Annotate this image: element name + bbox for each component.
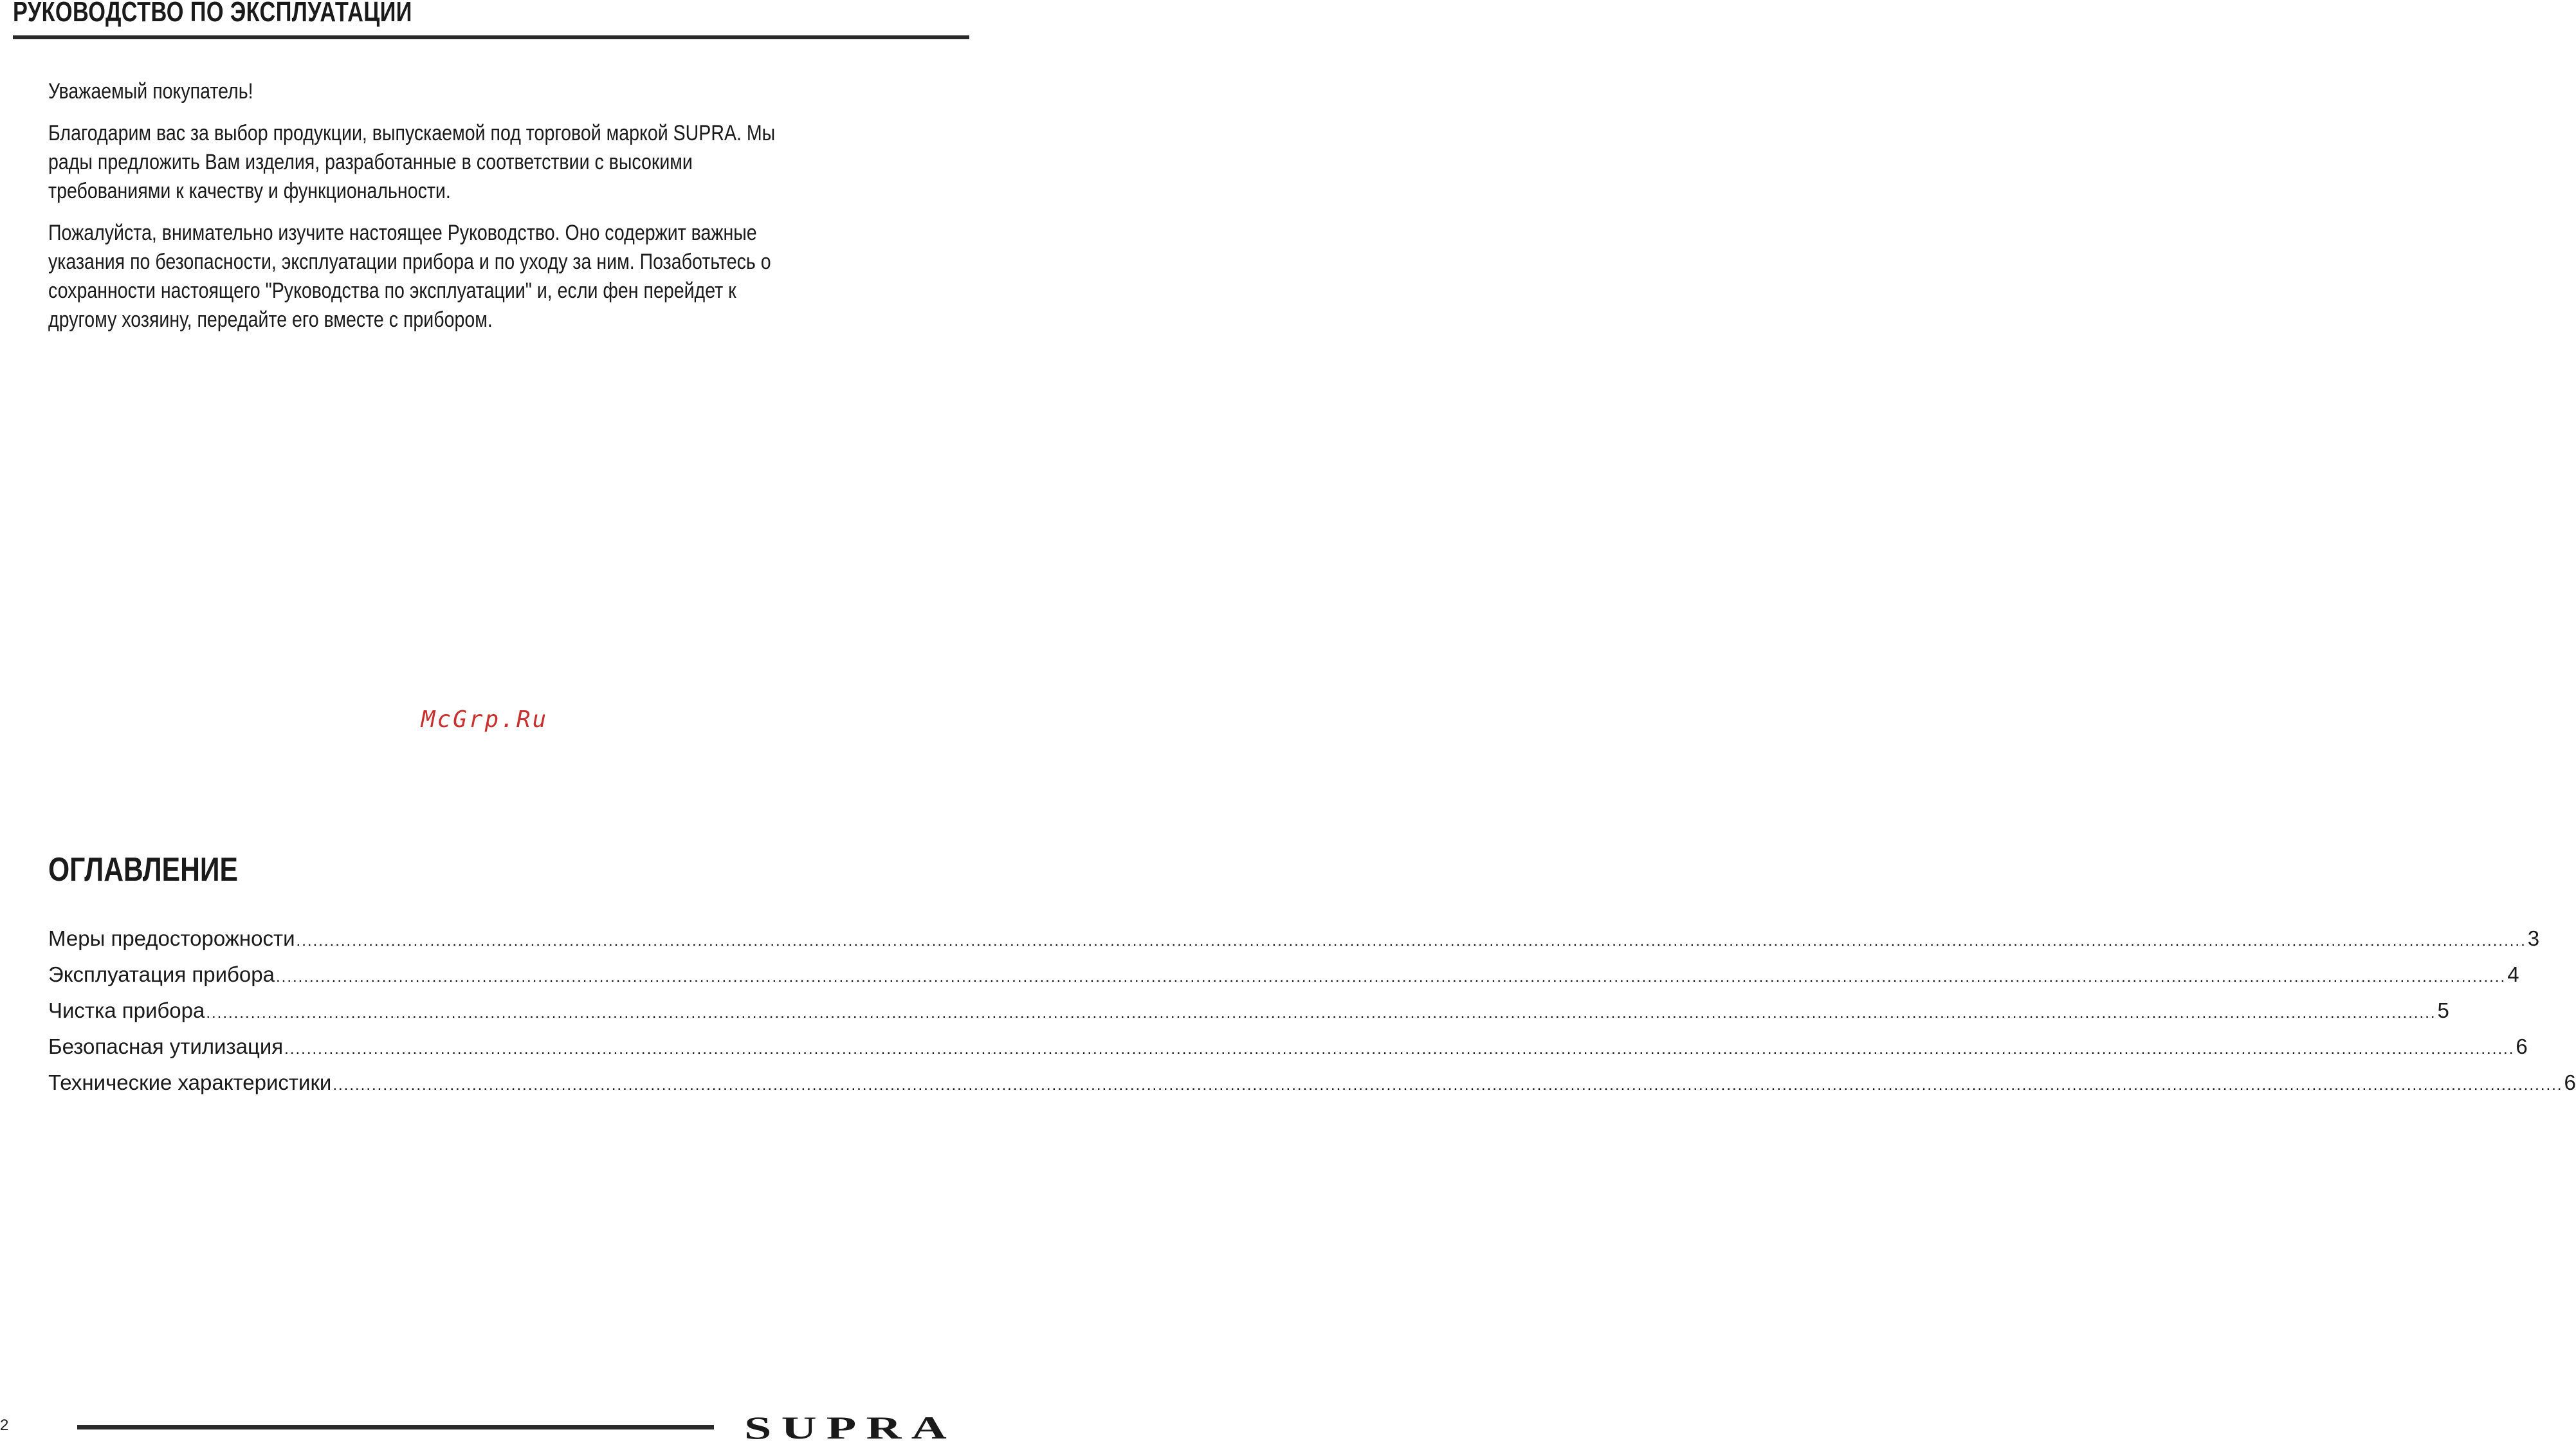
toc-item-title: Технические характеристики [48,1071,332,1094]
page-header-title: РУКОВОДСТВО ПО ЭКСПЛУАТАЦИИ [13,0,412,28]
toc-item-page: 6 [2564,1071,2576,1094]
toc-item-title: Эксплуатация прибора [48,962,275,986]
toc-item-page: 4 [2507,962,2519,986]
toc-leader-dots: ................................................................................................................................................................................................................................................................................................................................................................................................................ [276,968,2507,986]
toc-leader-dots: ................................................................................................................................................................................................................................................................................................................................................................................................................ [333,1076,2563,1094]
table-of-contents [48,926,2576,1107]
toc-item[interactable] [48,926,2540,962]
toc-item-title: Безопасная утилизация [48,1034,284,1058]
intro-paragraph-1: Благодарим вас за выбор продукции, выпускаемой под торговой маркой SUPRA. Мы рады предложить Вам изделия, разработанные в соответствии с высокими требованиями к качеству и функциональности. [48,121,776,203]
page-number: 2 [0,1417,9,1434]
toc-heading: ОГЛАВЛЕНИЕ [48,851,238,888]
watermark: McGrp.Ru [421,706,549,733]
toc-item[interactable] [48,1071,2576,1107]
toc-item-page: 6 [2516,1034,2528,1058]
toc-item[interactable] [48,998,2449,1034]
intro-paragraph-2: Пожалуйста, внимательно изучите настоящее Руководство. Оно содержит важные указания по безопасности, эксплуатации прибора и по уходу за ним. Позаботьтесь о сохранности настоящего "Руководства по эксплуатации" и, если фен перейдет к другому хозяину, передайте его вместе с прибором. [48,221,771,332]
toc-leader-dots: ................................................................................................................................................................................................................................................................................................................................................................................................................ [284,1040,2515,1058]
footer-divider [77,1425,714,1429]
toc-item[interactable] [48,1034,2528,1071]
toc-item-page: 5 [2437,998,2449,1022]
toc-item-page: 3 [2527,926,2540,950]
supra-logo-text: SUPRA [744,1410,956,1443]
supra-logo [741,1410,960,1443]
toc-item-title: Чистка прибора [48,998,205,1022]
greeting: Уважаемый покупатель! [48,79,253,104]
toc-item-title: Меры предосторожности [48,926,295,950]
header-divider [13,35,969,39]
toc-leader-dots: ................................................................................................................................................................................................................................................................................................................................................................................................................ [296,932,2526,950]
toc-leader-dots: ................................................................................................................................................................................................................................................................................................................................................................................................................ [206,1004,2436,1022]
toc-item[interactable] [48,962,2519,998]
intro-section [48,77,805,347]
